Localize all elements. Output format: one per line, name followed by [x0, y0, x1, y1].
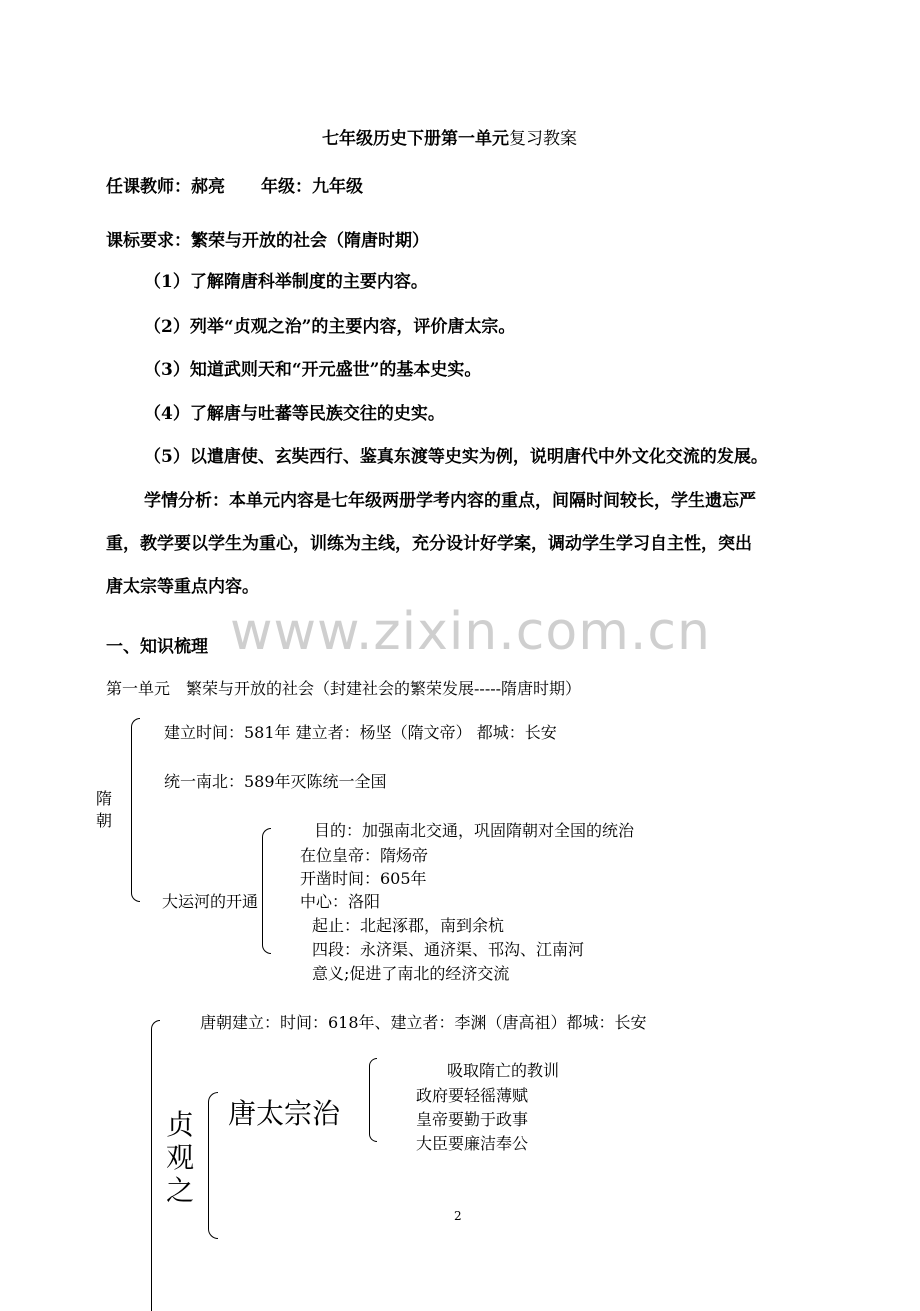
lesson-item: 吸取隋亡的教训: [447, 1061, 560, 1080]
canal-emperor: 在位皇帝：隋炀帝: [300, 846, 429, 865]
canal-sections: 四段：永济渠、通济渠、邗沟、江南河: [312, 940, 585, 959]
watermark: www.zixin.com.cn: [230, 602, 711, 662]
unit-line: 第一单元 繁荣与开放的社会（封建社会的繁荣发展-----隋唐时期）: [106, 679, 582, 698]
tang-brace: [151, 1020, 160, 1311]
standard-item: [144, 399, 445, 424]
item-number: （5）: [144, 447, 190, 467]
item-text: 知道武则天和“开元盛世”的基本史实。: [189, 360, 482, 380]
sui-char: 朝: [96, 811, 113, 830]
item-text: 了解隋唐科举制度的主要内容。: [189, 272, 428, 292]
standard-item: [144, 355, 481, 380]
canal-purpose: 目的：加强南北交通，巩固隋朝对全国的统治: [314, 821, 635, 840]
analysis-line: 学情分析：本单元内容是七年级两册学考内容的重点，间隔时间较长，学生遗忘严: [144, 491, 756, 511]
item-text: 以遣唐使、玄奘西行、鉴真东渡等史实为例，说明唐代中外文化交流的发展。: [189, 447, 768, 467]
section-heading: 一、知识梳理: [106, 637, 208, 657]
item-number: （2）: [144, 317, 190, 337]
zhenguan-char: 贞: [166, 1108, 195, 1141]
item-text: 了解唐与吐蕃等民族交往的史实。: [189, 404, 445, 424]
canal-time: 开凿时间：605年: [300, 869, 427, 888]
sui-founding: 建立时间：581年 建立者：杨坚（隋文帝） 都城：长安: [164, 723, 557, 742]
standard-item: [144, 442, 768, 467]
canal-significance: 意义;促进了南北的经济交流: [312, 964, 510, 983]
lessons-brace: [369, 1058, 377, 1142]
item-number: （1）: [144, 272, 190, 292]
teacher-label: 任课教师：郝亮: [106, 177, 225, 197]
title-bold: 七年级历史下册第一单元: [322, 129, 509, 149]
page-title: [322, 124, 577, 149]
standard-item: [144, 312, 515, 337]
canal-ends: 起止：北起涿郡，南到余杭: [312, 916, 505, 935]
title-rest: 复习教案: [509, 129, 577, 149]
sui-unify: 统一南北：589年灭陈统一全国: [164, 772, 387, 791]
tang-founding: 唐朝建立：时间：618年、建立者：李渊（唐高祖）都城：长安: [200, 1013, 647, 1032]
zhenguan-brace: [208, 1092, 218, 1239]
item-text: 列举“贞观之治”的主要内容，评价唐太宗。: [189, 317, 516, 337]
canal-label: 大运河的开通: [162, 892, 259, 911]
lesson-item: 大臣要廉洁奉公: [416, 1134, 529, 1153]
sui-brace: [131, 718, 140, 902]
item-number: （3）: [144, 360, 190, 380]
taizong-heading: 唐太宗治: [228, 1097, 341, 1130]
standard-item: [144, 267, 428, 292]
standard-heading: 课标要求：繁荣与开放的社会（隋唐时期）: [106, 231, 429, 251]
zhenguan-label: [166, 1108, 194, 1207]
canal-brace: [262, 828, 271, 954]
analysis-line: 唐太宗等重点内容。: [106, 577, 259, 597]
grade-label: 年级：九年级: [261, 177, 363, 197]
sui-char: 隋: [96, 789, 113, 808]
canal-center: 中心：洛阳: [300, 892, 381, 911]
page-number: 2: [454, 1209, 462, 1223]
zhenguan-char: 之: [166, 1174, 195, 1207]
teacher-line: [106, 172, 363, 197]
item-number: （4）: [144, 404, 190, 424]
sui-label: [96, 788, 112, 832]
lesson-item: 皇帝要勤于政事: [416, 1110, 529, 1129]
lesson-item: 政府要轻徭薄赋: [416, 1086, 529, 1105]
analysis-line: 重，教学要以学生为重心，训练为主线，充分设计好学案，调动学生学习自主性，突出: [106, 534, 752, 554]
zhenguan-char: 观: [166, 1141, 195, 1174]
